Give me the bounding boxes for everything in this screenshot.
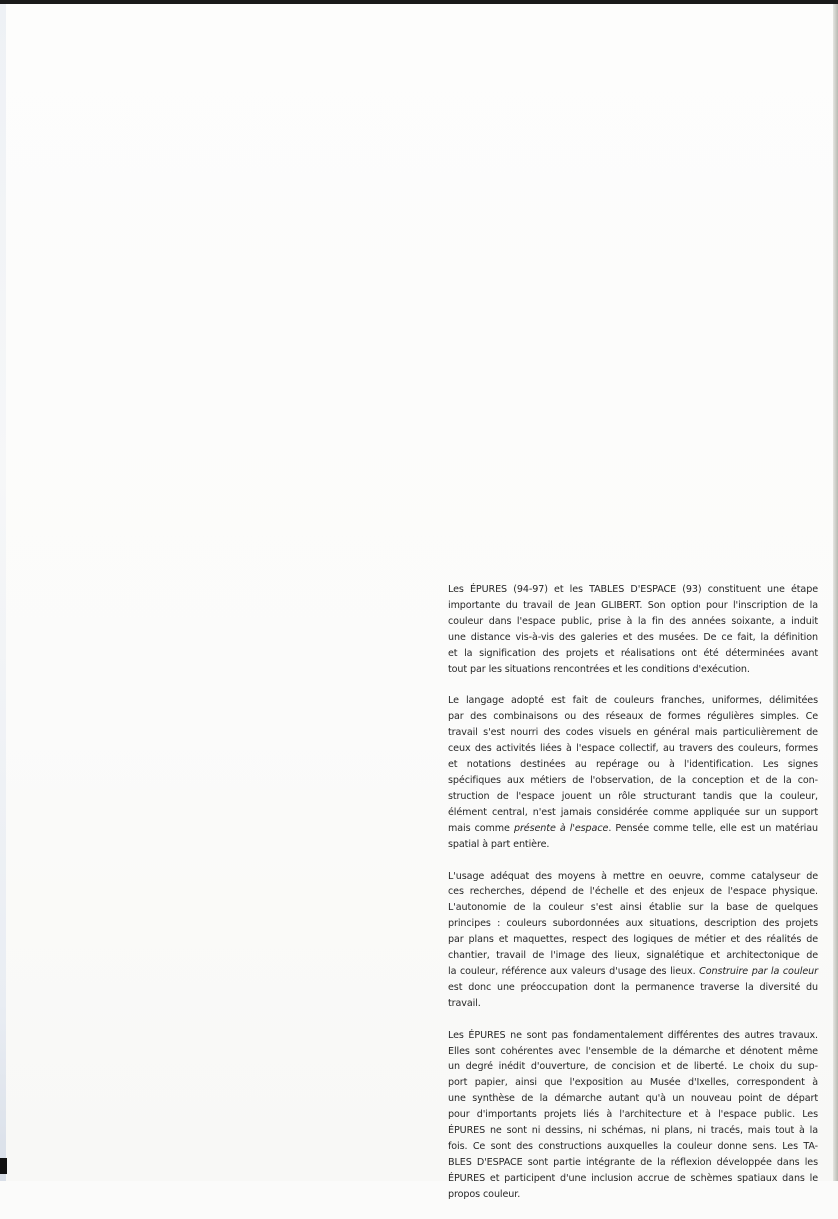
text-line: Elles sont cohérentes avec l'ensemble de la démarche et dénotent même <box>448 1045 818 1057</box>
text-line: par des combinaisons ou des réseaux de formes régulières simples. Ce <box>448 711 818 723</box>
text-line: une distance vis-à-vis des galeries et des musées. De ce fait, la définition <box>448 631 818 643</box>
text-line: L'autonomie de la couleur s'est ainsi établie sur la base de quelques <box>448 902 818 914</box>
article-text <box>448 582 818 1219</box>
text-line: la couleur, référence aux valeurs d'usage des lieux. Construire par la couleur <box>448 965 819 977</box>
text-line: ceux des activités liées à l'espace collectif, au travers des couleurs, formes <box>448 743 818 755</box>
text-line: port papier, ainsi que l'exposition au Musée d'Ixelles, correspondent à <box>448 1077 818 1089</box>
text-line: une synthèse de la démarche autant qu'à un nouveau point de départ <box>448 1093 818 1105</box>
text-line: struction de l'espace jouent un rôle structurant tandis que la couleur, <box>448 790 818 802</box>
paragraph <box>448 869 818 1012</box>
text-line: Le langage adopté est fait de couleurs franches, uniformes, délimitées <box>448 695 818 707</box>
text-line: propos couleur. <box>448 1188 521 1200</box>
text-line: spécifiques aux métiers de l'observation, de la conception et de la con- <box>448 774 818 786</box>
page-left-edge <box>0 0 6 1181</box>
paragraph <box>448 693 818 852</box>
text-line: L'usage adéquat des moyens à mettre en oeuvre, comme catalyseur de <box>448 870 818 882</box>
text-line: travail s'est nourri des codes visuels en général mais particulièrement de <box>448 727 818 739</box>
text-line: couleur dans l'espace public, prise à la fin des années soixante, a induit <box>448 615 818 627</box>
paragraph <box>448 1028 818 1203</box>
text-line: Les ÉPURES (94-97) et les TABLES D'ESPACE (93) constituent une étape <box>448 584 818 595</box>
paragraph <box>448 582 818 677</box>
text-line: travail. <box>448 997 481 1009</box>
text-line: chantier, travail de l'image des lieux, signalétique et architectonique de <box>448 950 818 962</box>
page-corner-mark <box>0 1158 7 1174</box>
text-line: ces recherches, dépend de l'échelle et des enjeux de l'espace physique. <box>448 886 818 898</box>
page-top-edge <box>0 0 838 4</box>
text-line: et notations destinées au repérage ou à l'identification. Les signes <box>448 759 818 771</box>
text-line: élément central, n'est jamais considérée comme appliquée sur un support <box>448 806 818 818</box>
text-line: BLES D'ESPACE sont partie intégrante de la réflexion développée dans les <box>448 1156 818 1168</box>
text-line: ÉPURES ne sont ni dessins, ni schémas, ni plans, ni tracés, mais tout à la <box>448 1125 818 1137</box>
text-line: et la signification des projets et réalisations ont été déterminées avant <box>448 647 818 659</box>
text-line: pour d'importants projets liés à l'architecture et à l'espace public. Les <box>448 1109 818 1121</box>
text-line: est donc une préoccupation dont la permanence traverse la diversité du <box>448 981 818 993</box>
page-right-edge <box>833 0 838 1181</box>
text-line: spatial à part entière. <box>448 838 550 850</box>
text-line: par plans et maquettes, respect des logiques de métier et des réalités de <box>448 934 818 946</box>
text-line: un degré inédit d'ouverture, de concision et de liberté. Le choix du sup- <box>448 1061 818 1073</box>
text-line: ÉPURES et participent d'une inclusion accrue de schèmes spatiaux dans le <box>448 1172 818 1184</box>
text-line: tout par les situations rencontrées et les conditions d'exécution. <box>448 663 750 675</box>
text-line: importante du travail de Jean GLIBERT. Son option pour l'inscription de la <box>448 599 818 611</box>
text-line: Les ÉPURES ne sont pas fondamentalement différentes des autres travaux. <box>448 1029 818 1041</box>
text-line: mais comme présente à l'espace. Pensée comme telle, elle est un matériau <box>448 822 818 834</box>
text-line: fois. Ce sont des constructions auxquelles la couleur donne sens. Les TA- <box>448 1141 818 1152</box>
text-line: principes : couleurs subordonnées aux situations, description des projets <box>448 918 818 930</box>
